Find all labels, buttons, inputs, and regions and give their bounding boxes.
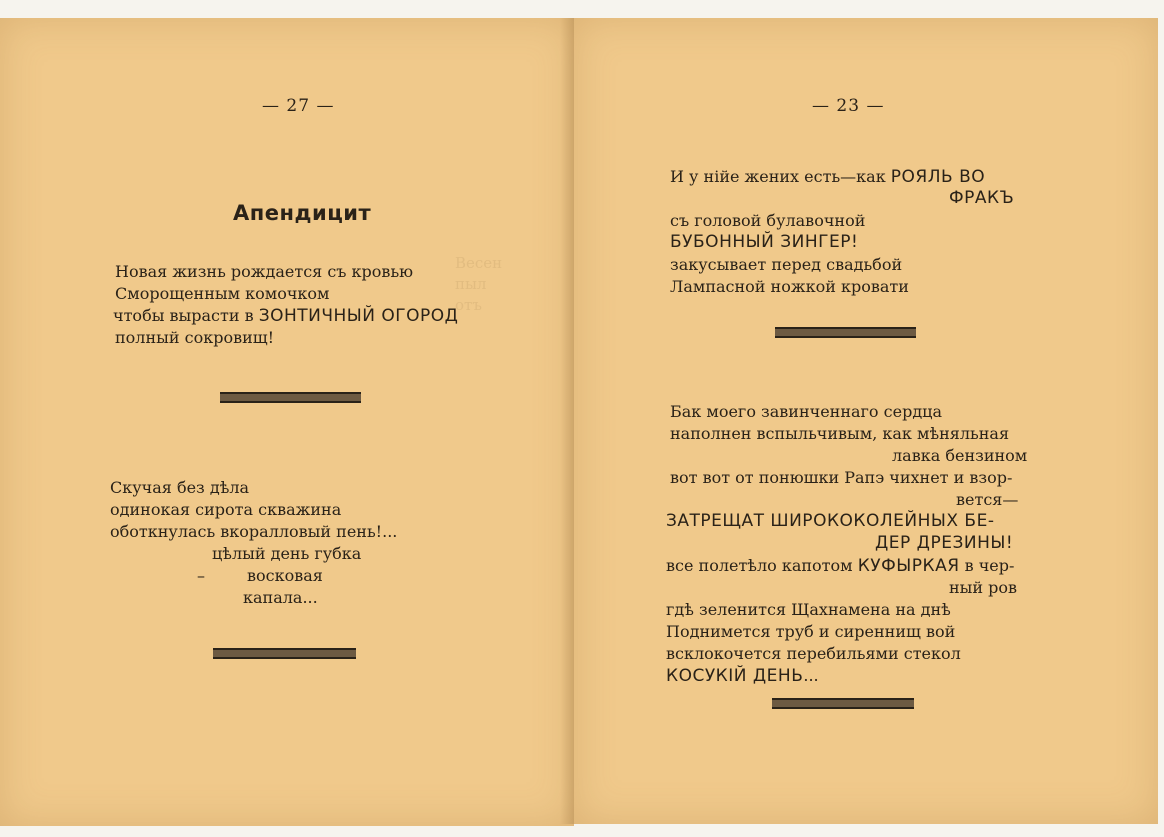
right-page [574, 18, 1158, 824]
poem-line [670, 166, 985, 188]
poem-line: всклокочется перебильями стекол [666, 644, 961, 663]
poem-emphasis: ДЕР ДРЕЗИНЫ! [875, 533, 1014, 553]
poem-line: Лампасной ножкой кровати [670, 277, 909, 296]
poem-emphasis: ЗОНТИЧНЫЙ ОГОРОД [258, 306, 459, 326]
poem-emphasis: КОСУКІЙ ДЕНЬ [666, 666, 804, 686]
right-page-number: — 23 — [812, 96, 885, 116]
poem-emphasis: ФРАКЪ [949, 188, 1015, 208]
poem-line [666, 555, 1014, 577]
section-divider [772, 698, 914, 709]
poem-line: одинокая сирота скважина [110, 500, 342, 519]
poem-line: вот вот от понюшки Рапэ чихнет и взор- [670, 468, 1013, 487]
poem-emphasis: КУФЫРКАЯ [857, 556, 960, 576]
poem-line: вется— [956, 490, 1019, 509]
section-divider [220, 392, 361, 403]
poem-text: чтобы вырасти в [113, 306, 254, 325]
poem-line: Скучая без дѣла [110, 478, 250, 497]
left-page-number: — 27 — [262, 96, 335, 116]
poem-line: съ головой булавочной [670, 211, 866, 230]
left-page [0, 18, 574, 826]
poem-emphasis: РОЯЛЬ ВО [890, 167, 986, 187]
poem-line: наполнен вспыльчивым, как мѣняльная [670, 424, 1010, 443]
poem-emphasis: ЗАТРЕЩАТ ШИРОКОКОЛЕЙНЫХ БЕ- [666, 511, 995, 531]
poem-line: восковая [247, 566, 323, 585]
poem-text: ... [803, 666, 819, 685]
show-through-text: Весен пыл отъ [455, 254, 503, 314]
poem-line: цѣлый день губка [212, 544, 362, 563]
poem-text: в чер- [964, 556, 1015, 575]
poem-text: И у нійе жених есть—как [670, 167, 886, 186]
section-divider [775, 327, 916, 338]
poem-line: – [197, 566, 205, 585]
poem-emphasis: БУБОННЫЙ ЗИНГЕР! [670, 232, 859, 252]
poem-line: Сморощенным комочком [115, 284, 330, 303]
poem-text: все полетѣло капотом [666, 556, 853, 575]
poem-line: капала... [243, 588, 318, 607]
poem-line: ный ров [949, 578, 1018, 597]
poem-line: Новая жизнь рождается съ кровью [115, 262, 414, 281]
poem-line: Бак моего завинченнаго сердца [670, 402, 942, 421]
poem-line: лавка бензином [892, 446, 1028, 465]
poem-title: Апендицит [233, 201, 372, 225]
poem-line [666, 665, 819, 687]
poem-line: гдѣ зеленится Щахнамена на днѣ [666, 600, 951, 619]
poem-line: полный сокровищ! [115, 328, 275, 347]
poem-line: Поднимется труб и сиреннищ вой [666, 622, 956, 641]
poem-line: оботкнулась вкоралловый пень!... [110, 522, 398, 541]
section-divider [213, 648, 356, 659]
poem-line [113, 305, 458, 327]
poem-line: закусывает перед свадьбой [670, 255, 903, 274]
